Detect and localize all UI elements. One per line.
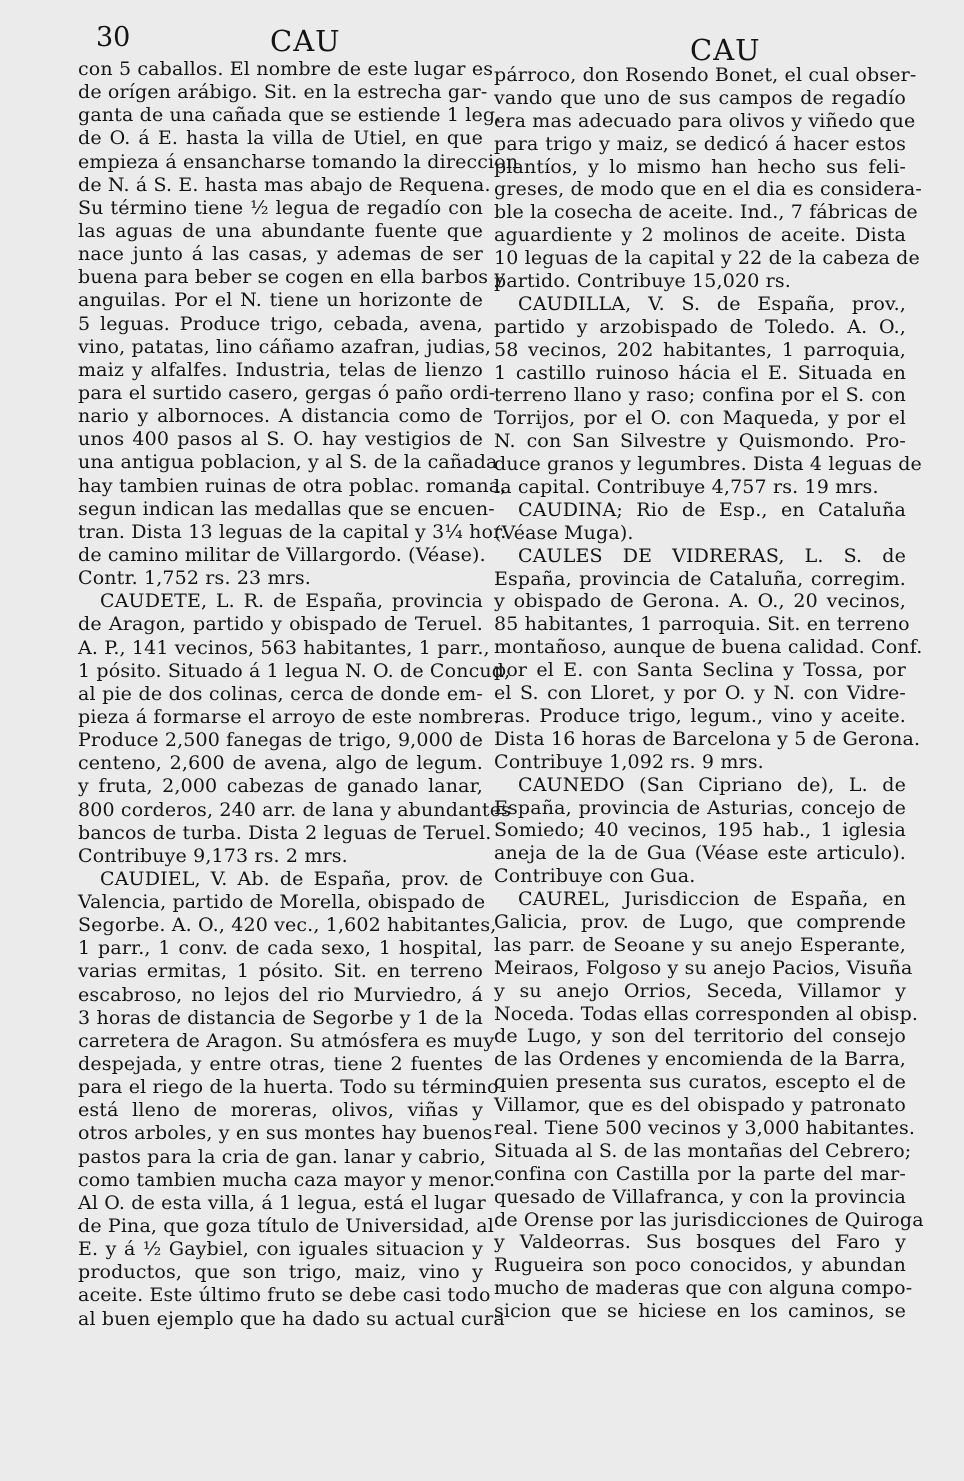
text-line: y fruta, 2,000 cabezas de ganado lanar,: [78, 775, 483, 798]
text-line: N. con San Silvestre y Quismondo. Pro-: [494, 430, 906, 453]
text-line: CAUDIEL, V. Ab. de España, prov. de: [100, 867, 483, 890]
text-line: buena para beber se cogen en ella barbos y: [78, 266, 506, 289]
text-line: partido y arzobispado de Toledo. A. O.,: [494, 315, 906, 338]
text-line: Noceda. Todas ellas corresponden al obisp.: [494, 1002, 919, 1025]
text-line: Somiedo; 40 vecinos, 195 hab., 1 iglesia: [494, 819, 906, 842]
text-line: las parr. de Seoane y su anejo Esperante,: [494, 933, 906, 956]
text-line: con 5 caballos. El nombre de este lugar es: [78, 58, 494, 80]
text-line: CAUDETE, L. R. de España, provincia: [100, 590, 483, 613]
text-line: sicion que se hiciese en los caminos, se: [494, 1300, 906, 1323]
text-line: ble la cosecha de aceite. Ind., 7 fábricas de: [494, 201, 918, 224]
text-line: 5 leguas. Produce trigo, cebada, avena,: [78, 312, 483, 335]
text-line: Dista 16 horas de Barcelona y 5 de Gerona.: [494, 727, 921, 750]
text-line: escabroso, no lejos del rio Murviedro, á: [78, 983, 483, 1006]
page-number: 30: [96, 22, 131, 53]
text-line: para el surtido casero, gergas ó paño ordi-: [78, 381, 496, 404]
text-line: 1 parr., 1 conv. de cada sexo, 1 hospital,: [78, 937, 483, 960]
text-line: A. P., 141 vecinos, 563 habitantes, 1 parr.,: [78, 636, 490, 659]
right-column: [494, 64, 924, 1323]
text-line: 58 vecinos, 202 habitantes, 1 parroquia,: [494, 338, 906, 361]
text-line: Segorbe. A. O., 420 vec., 1,602 habitantes,: [78, 914, 497, 937]
text-line: hay tambien ruinas de otra poblac. romana,: [78, 474, 507, 497]
running-head-left: CAU: [270, 24, 341, 58]
text-line: de Lugo, y son del territorio del consejo: [494, 1025, 906, 1048]
text-line: empieza á ensancharse tomando la direccion: [78, 150, 519, 173]
text-line: 3 horas de distancia de Segorbe y 1 de la: [78, 1006, 483, 1029]
text-line: aguardiente y 2 molinos de aceite. Dista: [494, 224, 906, 247]
text-line: Galicia, prov. de Lugo, que comprende: [494, 910, 906, 933]
text-line: Contribuye 9,173 rs. 2 mrs.: [78, 844, 348, 867]
text-line: el S. con Lloret, y por O. y N. con Vidre-: [494, 682, 906, 705]
text-line: tran. Dista 13 leguas de la capital y 3¼ hor.: [78, 520, 507, 543]
text-line: de las Ordenes y encomienda de la Barra,: [494, 1048, 906, 1071]
text-line: vino, patatas, lino cáñamo azafran, judias,: [78, 335, 492, 358]
text-line: bancos de turba. Dista 2 leguas de Teruel.: [78, 821, 492, 844]
text-line: y su anejo Orrios, Seceda, Villamor y: [494, 979, 906, 1002]
text-line: CAUDILLA, V. S. de España, prov.,: [518, 292, 906, 315]
text-line: nace junto á las casas, y ademas de ser: [78, 243, 483, 266]
text-line: aneja de la de Gua (Véase este articulo).: [494, 842, 906, 865]
text-line: quien presenta sus curatos, escepto el de: [494, 1071, 906, 1094]
text-line: CAULES DE VIDRERAS, L. S. de: [518, 544, 906, 567]
text-line: al pie de dos colinas, cerca de donde em-: [78, 682, 483, 705]
text-line: partido. Contribuye 15,020 rs.: [494, 270, 791, 293]
text-line: una antigua poblacion, y al S. de la cañada: [78, 451, 498, 474]
text-line: la capital. Contribuye 4,757 rs. 19 mrs.: [494, 476, 879, 499]
running-head-right: CAU: [690, 33, 761, 67]
text-line: otros arboles, y en sus montes hay buenos: [78, 1122, 493, 1145]
text-line: Situada al S. de las montañas del Cebrero;: [494, 1139, 912, 1162]
text-line: párroco, don Rosendo Bonet, el cual obser-: [494, 64, 917, 86]
text-line: unos 400 pasos al S. O. hay vestigios de: [78, 428, 483, 451]
text-line: de Pina, que goza título de Universidad, al: [78, 1215, 494, 1238]
text-line: para el riego de la huerta. Todo su término: [78, 1076, 499, 1099]
text-line: de Aragon, partido y obispado de Teruel.: [78, 613, 483, 636]
text-line: de O. á E. hasta la villa de Utiel, en que: [78, 127, 483, 150]
text-line: y Valdeorras. Sus bosques del Faro y: [494, 1231, 906, 1254]
text-line: ganta de una cañada que se estiende 1 leg.: [78, 104, 502, 127]
text-line: por el E. con Santa Seclina y Tossa, por: [494, 659, 906, 682]
text-line: 1 pósito. Situado á 1 legua N. O. de Concud,: [78, 659, 511, 682]
text-line: quesado de Villafranca, y con la provincia: [494, 1185, 906, 1208]
text-line: Valencia, partido de Morella, obispado de: [78, 891, 486, 914]
text-line: Torrijos, por el O. con Maqueda, y por el: [494, 407, 906, 430]
text-line: duce granos y legumbres. Dista 4 leguas de: [494, 453, 922, 476]
text-line: aceite. Este último fruto se debe casi todo: [78, 1284, 491, 1307]
text-line: y obispado de Gerona. A. O., 20 vecinos,: [494, 590, 906, 613]
text-line: despejada, y entre otras, tiene 2 fuentes: [78, 1053, 483, 1076]
text-line: de camino militar de Villargordo. (Véase).: [78, 543, 486, 566]
text-line: 10 leguas de la capital y 22 de la cabeza de: [494, 247, 920, 270]
text-line: montañoso, aunque de buena calidad. Conf.: [494, 636, 923, 659]
text-line: carretera de Aragon. Su atmósfera es muy: [78, 1029, 495, 1052]
text-line: España, provincia de Cataluña, corregim.: [494, 567, 906, 590]
text-line: (Véase Muga).: [494, 521, 634, 544]
text-line: centeno, 2,600 de avena, algo de legum.: [78, 752, 483, 775]
text-line: segun indican las medallas que se encuen-: [78, 497, 495, 520]
text-line: mucho de maderas que con alguna compo-: [494, 1277, 913, 1300]
text-line: como tambien mucha caza mayor y menor.: [78, 1168, 496, 1191]
text-line: Contribuye 1,092 rs. 9 mrs.: [494, 750, 764, 773]
text-line: de Orense por las jurisdicciones de Quiroga: [494, 1208, 924, 1231]
text-line: España, provincia de Asturias, concejo de: [494, 796, 906, 819]
text-line: Su término tiene ½ legua de regadío con: [78, 196, 483, 219]
text-line: anguilas. Por el N. tiene un horizonte de: [78, 289, 483, 312]
text-line: E. y á ½ Gaybiel, con iguales situacion y: [78, 1238, 483, 1261]
text-line: Produce 2,500 fanegas de trigo, 9,000 de: [78, 729, 483, 752]
text-line: ras. Produce trigo, legum., vino y aceite.: [494, 704, 906, 727]
text-line: terreno llano y raso; confina por el S. con: [494, 384, 906, 407]
text-line: plantíos, y lo mismo han hecho sus feli-: [494, 155, 906, 178]
text-line: al buen ejemplo que ha dado su actual cura: [78, 1307, 505, 1330]
text-line: productos, que son trigo, maiz, vino y: [78, 1261, 483, 1284]
text-line: de N. á S. E. hasta mas abajo de Requena.: [78, 173, 491, 196]
text-line: de orígen arábigo. Sit. en la estrecha gar-: [78, 81, 488, 104]
text-line: está lleno de moreras, olivos, viñas y: [78, 1099, 483, 1122]
text-line: Rugueira son poco conocidos, y abundan: [494, 1254, 906, 1277]
text-line: CAUNEDO (San Cipriano de), L. de: [518, 773, 906, 796]
text-line: Villamor, que es del obispado y patronato: [494, 1094, 906, 1117]
text-line: CAUDINA; Rio de Esp., en Cataluña: [518, 498, 906, 521]
text-line: real. Tiene 500 vecinos y 3,000 habitantes.: [494, 1116, 916, 1139]
text-line: 800 corderos, 240 arr. de lana y abundantes: [78, 798, 512, 821]
text-line: CAUREL, Jurisdiccion de España, en: [518, 888, 906, 911]
text-line: 1 castillo ruinoso hácia el E. Situada en: [494, 361, 906, 384]
text-line: confina con Castilla por la parte del mar-: [494, 1162, 906, 1185]
text-line: Contr. 1,752 rs. 23 mrs.: [78, 567, 311, 590]
text-line: las aguas de una abundante fuente que: [78, 219, 483, 242]
text-line: era mas adecuado para olivos y viñedo que: [494, 109, 916, 132]
text-line: maiz y alfalfes. Industria, telas de lienzo: [78, 358, 483, 381]
text-line: Contribuye con Gua.: [494, 865, 696, 888]
text-line: pastos para la cria de gan. lanar y cabrio,: [78, 1145, 486, 1168]
text-line: nario y albornoces. A distancia como de: [78, 405, 483, 428]
text-line: Al O. de esta villa, á 1 legua, está el lugar: [78, 1191, 486, 1214]
text-line: varias ermitas, 1 pósito. Sit. en terreno: [78, 960, 483, 983]
text-line: greses, de modo que en el dia es considera-: [494, 178, 922, 201]
left-column: [78, 58, 519, 1331]
text-line: 85 habitantes, 1 parroquia. Sit. en terreno: [494, 613, 910, 636]
text-line: vando que uno de sus campos de regadío: [494, 86, 906, 109]
text-line: Meiraos, Folgoso y su anejo Pacios, Visuña: [494, 956, 913, 979]
text-line: pieza á formarse el arroyo de este nombre.: [78, 705, 500, 728]
text-line: para trigo y maiz, se dedicó á hacer estos: [494, 132, 906, 155]
